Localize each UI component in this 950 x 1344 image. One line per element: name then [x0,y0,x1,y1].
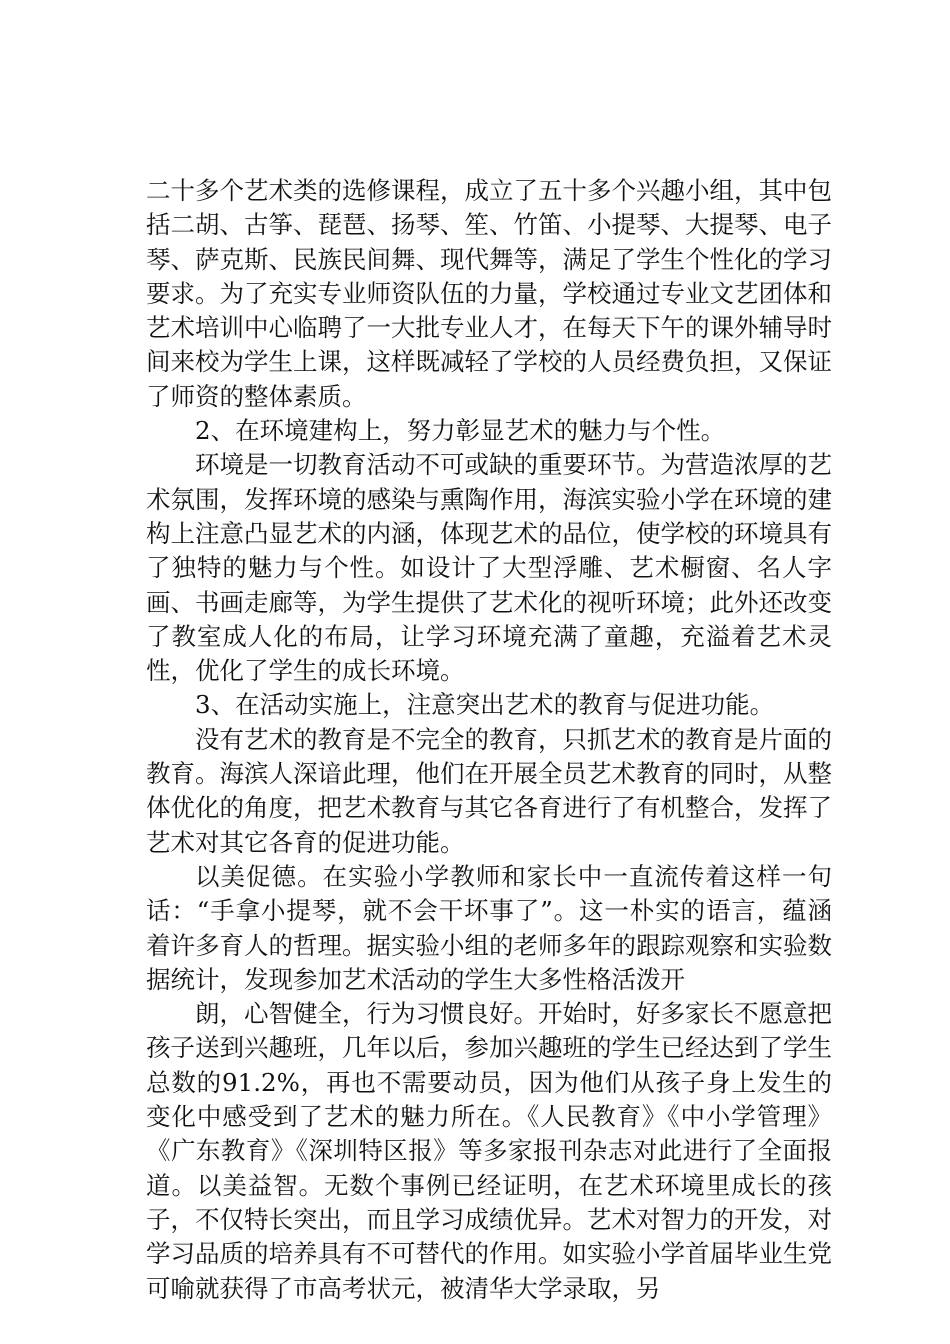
paragraph-activities: 没有艺术的教育是不完全的教育，只抓艺术的教育是片面的教育。海滨人深谙此理，他们在开展全员艺术教育的同时，从整体优化的角度，把艺术教育与其它各育进行了有机整合，发挥了艺术对其它各育的促进功能。 [146,724,832,857]
paragraph-moral: 以美促德。在实验小学教师和家长中一直流传着这样一句话：“手拿小提琴，就不会干坏事了”。这一朴实的语言，蕴涵着许多育人的哲理。据实验小组的老师多年的跟踪观察和实验数据统计，发现参加艺术活动的学生大多性格活泼开 [146,861,832,994]
heading-activities: 3、在活动实施上，注意突出艺术的教育与促进功能。 [195,690,775,720]
document-body [146,174,832,1306]
paragraph-intellect: 朗，心智健全，行为习惯良好。开始时，好多家长不愿意把孩子送到兴趣班，几年以后，参加兴趣班的学生已经达到了学生总数的91.2%，再也不需要动员，因为他们从孩子身上发生的变化中感受到了艺术的魅力所在。《人民教育》《中小学管理》《广东教育》《深圳特区报》等多家报刊杂志对此进行了全面报道。以美益智。无数个事例已经证明，在艺术环境里成长的孩子，不仅特长突出，而且学习成绩优异。艺术对智力的开发，对学习品质的培养具有不可替代的作用。如实验小学首届毕业生党可喻就获得了市高考状元，被清华大学录取，另 [146,999,832,1303]
heading-environment: 2、在环境建构上，努力彰显艺术的魅力与个性。 [195,416,726,446]
paragraph-courses: 二十多个艺术类的选修课程，成立了五十多个兴趣小组，其中包括二胡、古筝、琵琶、扬琴、笙、竹笛、小提琴、大提琴、电子琴、萨克斯、民族民间舞、现代舞等，满足了学生个性化的学习要求。为了充实专业师资队伍的力量，学校通过专业文艺团体和艺术培训中心临聘了一大批专业人才，在每天下午的课外辅导时间来校为学生上课，这样既减轻了学校的人员经费负担，又保证了师资的整体素质。 [146,176,832,411]
paragraph-environment: 环境是一切教育活动不可或缺的重要环节。为营造浓厚的艺术氛围，发挥环境的感染与熏陶作用，海滨实验小学在环境的建构上注意凸显艺术的内涵，体现艺术的品位，使学校的环境具有了独特的魅力与个性。如设计了大型浮雕、艺术橱窗、名人字画、书画走廊等，为学生提供了艺术化的视听环境；此外还改变了教室成人化的布局，让学习环境充满了童趣，充溢着艺术灵性，优化了学生的成长环境。 [146,450,832,686]
